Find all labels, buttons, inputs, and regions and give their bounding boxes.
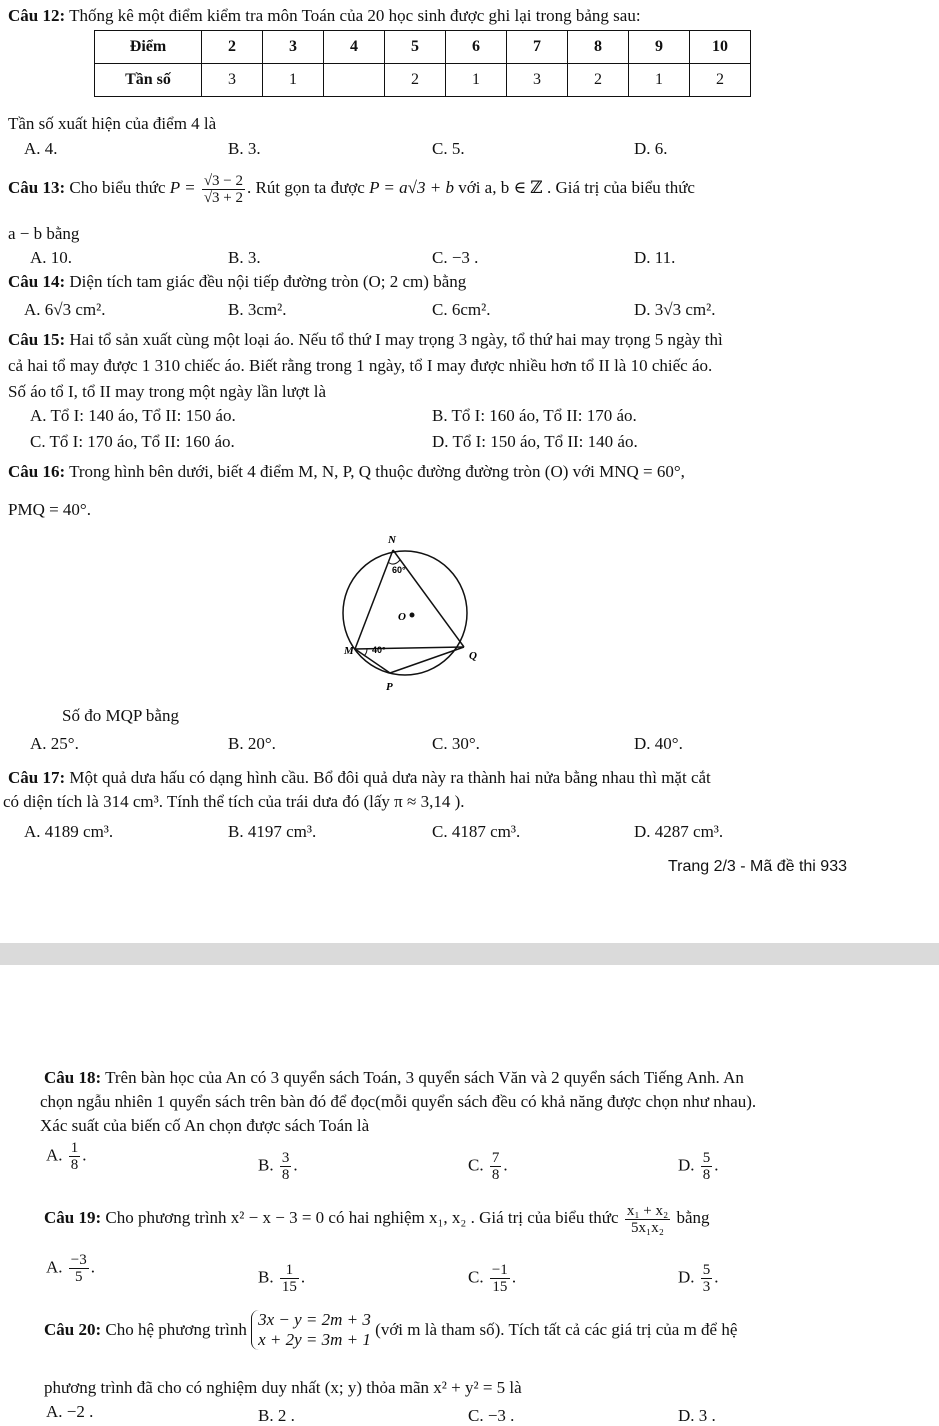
choice-a[interactable]: A. 10. (30, 248, 73, 267)
q13-fraction (202, 173, 245, 206)
page-separator (0, 943, 939, 965)
q13-text-c: với a, b ∈ ℤ . Giá trị của biểu thức (458, 178, 695, 197)
fraction-numerator: −3 (70, 1252, 87, 1268)
q16-question: Số đo MQP bằng (62, 706, 179, 725)
choice-d[interactable]: D. $\frac{5}{3}$ . (678, 1262, 719, 1295)
q15-line1: Hai tổ sản xuất cùng một loại áo. Nếu tổ thứ I may trọng 3 ngày, tổ thứ hai may trọng 5 ngày thì (69, 330, 723, 349)
q13-stem (8, 170, 695, 206)
table-cell: 9 (629, 31, 690, 64)
q12-text: Thống kê một điểm kiểm tra môn Toán của 20 học sinh được ghi lại trong bảng sau: (69, 6, 641, 25)
choice-letter: D. (678, 1155, 695, 1175)
choice-fraction (701, 1262, 713, 1295)
q17-line1: Một quả dưa hấu có dạng hình cầu. Bổ đôi quả dưa này ra thành hai nửa bằng nhau thì mặt cắt (69, 768, 711, 787)
choice-d[interactable]: D. 40°. (634, 734, 683, 753)
circle-figure (330, 525, 480, 700)
fraction-denominator: 8 (70, 1157, 79, 1173)
q13-text-b: . Rút gọn ta được (247, 178, 365, 197)
table-cell: 2 (568, 64, 629, 97)
table-row (95, 64, 751, 97)
q19-stem (44, 1200, 710, 1236)
q16-line1: Trong hình bên dưới, biết 4 điểm M, N, P, Q thuộc đường đường tròn (O) với MNQ = 60°, (69, 462, 685, 481)
choice-d[interactable]: D. 4287 cm³. (634, 822, 724, 841)
choice-c[interactable]: C. 30°. (432, 734, 480, 753)
choice-a[interactable]: A. 4. (24, 139, 58, 158)
q15-stem (8, 330, 723, 350)
label-m: M (344, 645, 354, 657)
fraction-numerator: 5 (702, 1262, 711, 1278)
table-cell: 8 (568, 31, 629, 64)
equation-2: x + 2y = 3m + 1 (258, 1330, 371, 1349)
choice-a[interactable]: A. −2 . (46, 1402, 94, 1421)
choice-b[interactable]: B. 3cm². (228, 300, 287, 319)
fraction-denominator: 3 (702, 1279, 711, 1295)
q15-line3: Số áo tổ I, tổ II may trong một ngày lần lượt là (8, 382, 327, 401)
choice-a[interactable]: A. 4189 cm³. (24, 822, 114, 841)
angle-arc-m (364, 649, 367, 656)
choice-b[interactable]: B. 3. (228, 139, 261, 158)
choice-letter: B. (258, 1155, 274, 1175)
q14-label: Câu 14: (8, 272, 66, 291)
q13-formula: P = a√3 + b (369, 178, 454, 197)
q17-stem (8, 768, 711, 788)
table-cell: 3 (202, 64, 263, 97)
q14-stem (8, 272, 466, 292)
choice-letter: A. (46, 1145, 63, 1165)
table-cell: 1 (629, 64, 690, 97)
fraction-denominator: 8 (281, 1167, 290, 1183)
table-cell (324, 64, 385, 97)
choice-c[interactable]: C. 6cm². (432, 300, 491, 319)
q12-label: Câu 12: (8, 6, 66, 25)
q17-label: Câu 17: (8, 768, 66, 787)
choice-fraction (490, 1150, 502, 1183)
q18-line2: chọn ngẫu nhiên 1 quyển sách trên bàn đó để đọc(mỗi quyển sách đều có khả năng được chọn như nhau). (40, 1092, 757, 1111)
table-cell: 3 (507, 64, 568, 97)
fraction-denominator: 5x₁x₂ (631, 1219, 665, 1236)
choice-fraction (69, 1252, 89, 1285)
choice-b[interactable]: B. 3. (228, 248, 261, 267)
fraction-numerator: 1 (280, 1262, 299, 1279)
q20-label: Câu 20: (44, 1320, 102, 1339)
table-cell: 2 (202, 31, 263, 64)
page-footer: Trang 2/3 - Mã đề thi 933 (667, 858, 847, 875)
q18-line1: Trên bàn học của An có 3 quyển sách Toán, 3 quyển sách Văn và 2 quyển sách Tiếng Anh. An (105, 1068, 744, 1087)
angle-arc-n (388, 560, 400, 564)
q19-text: Cho phương trình x² − x − 3 = 0 có hai nghiệm x₁, x₂ . Giá trị của biểu thức (105, 1208, 619, 1227)
fraction-denominator: 15 (281, 1279, 297, 1295)
fraction-denominator: √3 + 2 (203, 189, 244, 206)
fraction-numerator: −1 (491, 1262, 508, 1278)
equation-1: 3x − y = 2m + 3 (258, 1310, 371, 1329)
q12-question: Tần số xuất hiện của điểm 4 là (8, 114, 217, 133)
fraction-numerator: 5 (702, 1150, 711, 1166)
table-cell: 10 (690, 31, 751, 64)
table-cell: 1 (263, 64, 324, 97)
fraction-numerator: 3 (281, 1150, 290, 1166)
table-header-frequency: Tần số (95, 64, 202, 97)
q14-text: Diện tích tam giác đều nội tiếp đường tròn (O; 2 cm) bằng (69, 272, 467, 291)
q19-text-b: bằng (676, 1208, 710, 1227)
q20-stem (44, 1310, 737, 1350)
q20-text-b: (với m là tham số). Tích tất cả các giá trị của m để hệ (375, 1320, 738, 1339)
q15-line2: cả hai tổ may được 1 310 chiếc áo. Biết rằng trong 1 ngày, tổ I may được nhiều hơn tổ II là 10 chiếc áo. (8, 356, 713, 375)
label-n: N (388, 534, 396, 546)
fraction-numerator: 7 (491, 1150, 500, 1166)
q18-stem (44, 1068, 744, 1088)
choice-b[interactable]: B. Tổ I: 160 áo, Tổ II: 170 áo. (432, 406, 637, 425)
choice-fraction (280, 1262, 299, 1295)
choice-b[interactable]: B. $\frac{3}{8}$ . (258, 1150, 298, 1183)
choice-d[interactable]: D. $\frac{5}{8}$ . (678, 1150, 719, 1183)
choice-letter: D. (678, 1267, 695, 1287)
table-cell: 4 (324, 31, 385, 64)
choice-fraction (490, 1262, 510, 1295)
fraction-denominator: 5 (75, 1269, 83, 1285)
choice-fraction (701, 1150, 713, 1183)
choice-a[interactable]: A. $\frac{-3}{5}$ . (46, 1252, 95, 1285)
choice-fraction (280, 1150, 292, 1183)
choice-b[interactable]: B. $\frac{1}{15}$ . (258, 1262, 306, 1295)
table-cell: 7 (507, 31, 568, 64)
label-q: Q (469, 650, 477, 662)
q13-label: Câu 13: (8, 178, 66, 197)
choice-a[interactable]: A. 25°. (30, 734, 79, 753)
choice-letter: C. (468, 1267, 484, 1287)
fraction-denominator: 8 (702, 1167, 711, 1183)
table-cell: 1 (446, 64, 507, 97)
q13-p-symbol: P = (169, 178, 196, 197)
choice-c[interactable]: C. $\frac{7}{8}$ . (468, 1150, 508, 1183)
q16-label: Câu 16: (8, 462, 66, 481)
label-angle-60: 60° (392, 565, 406, 575)
table-cell: 6 (446, 31, 507, 64)
choice-a[interactable]: A. $\frac{1}{8}$ . (46, 1140, 87, 1173)
table-row (95, 31, 751, 64)
choice-letter: C. (468, 1155, 484, 1175)
fraction-numerator: x₁ + x₂ (626, 1202, 669, 1219)
choice-c[interactable]: C. −3 . (432, 248, 479, 267)
fraction-denominator: 15 (492, 1279, 508, 1295)
q18-label: Câu 18: (44, 1068, 102, 1087)
choice-c[interactable]: C. 4187 cm³. (432, 822, 521, 841)
choice-c[interactable]: C. Tổ I: 170 áo, Tổ II: 160 áo. (30, 432, 235, 451)
segment-pq (390, 647, 464, 673)
choice-b[interactable]: B. 2 . (258, 1406, 295, 1425)
q18-line3: Xác suất của biến cố An chọn được sách Toán là (40, 1116, 370, 1135)
q20-line2: phương trình đã cho có nghiệm duy nhất (x; y) thỏa mãn x² + y² = 5 là (44, 1378, 522, 1397)
choice-d[interactable]: D. 6. (634, 139, 668, 158)
choice-b[interactable]: B. 4197 cm³. (228, 822, 317, 841)
table-cell: 5 (385, 31, 446, 64)
q20-text: Cho hệ phương trình (105, 1320, 247, 1339)
choice-b[interactable]: B. 20°. (228, 734, 276, 753)
segment-nm (355, 550, 393, 649)
q19-fraction (625, 1203, 670, 1236)
q15-label: Câu 15: (8, 330, 66, 349)
choice-d[interactable]: D. Tổ I: 150 áo, Tổ II: 140 áo. (432, 432, 638, 451)
choice-c[interactable]: C. $\frac{-1}{15}$ . (468, 1262, 517, 1295)
fraction-denominator: 8 (491, 1167, 500, 1183)
choice-d[interactable]: D. 3 . (678, 1406, 716, 1425)
label-o: O (398, 611, 406, 623)
q16-line2: PMQ = 40°. (8, 500, 91, 519)
choice-c[interactable]: C. 5. (432, 139, 465, 158)
q13-text: Cho biểu thức (69, 178, 166, 197)
choice-letter: B. (258, 1267, 274, 1287)
table-cell: 2 (385, 64, 446, 97)
q12-stem (8, 6, 641, 26)
choice-letter: A. (46, 1257, 63, 1277)
equation-system (251, 1310, 371, 1350)
label-angle-40: 40° (372, 645, 386, 655)
label-p: P (386, 681, 393, 693)
choice-a[interactable]: A. 6√3 cm². (24, 300, 106, 319)
q13-line2: a − b bằng (8, 224, 80, 243)
frequency-table (94, 30, 751, 97)
q16-stem (8, 462, 685, 482)
choice-fraction (69, 1140, 81, 1173)
fraction-numerator: 1 (70, 1140, 79, 1156)
choice-c[interactable]: C. −3 . (468, 1406, 515, 1425)
table-cell: 3 (263, 31, 324, 64)
center-dot (410, 613, 415, 618)
table-cell: 2 (690, 64, 751, 97)
choice-d[interactable]: D. 11. (634, 248, 676, 267)
q17-line2: có diện tích là 314 cm³. Tính thể tích của trái dưa đó (lấy π ≈ 3,14 ). (3, 792, 465, 811)
choice-a[interactable]: A. Tổ I: 140 áo, Tổ II: 150 áo. (30, 406, 236, 425)
table-header-score: Điểm (95, 31, 202, 64)
q19-label: Câu 19: (44, 1208, 102, 1227)
fraction-numerator: √3 − 2 (203, 172, 244, 189)
choice-d[interactable]: D. 3√3 cm². (634, 300, 716, 319)
